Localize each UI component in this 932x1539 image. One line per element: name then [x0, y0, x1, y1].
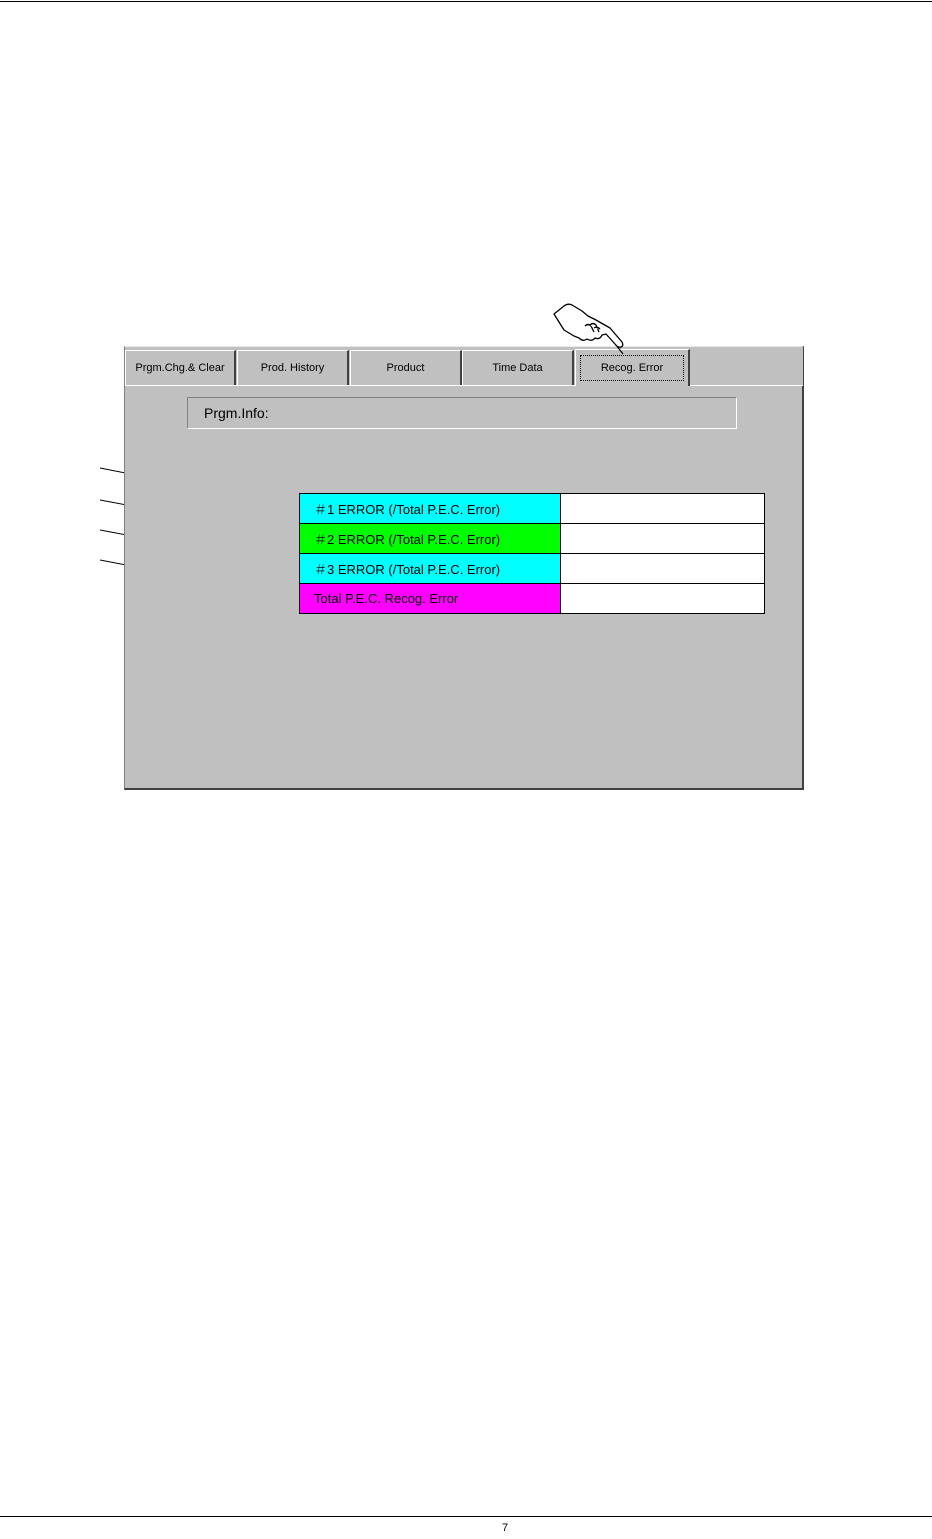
tab-label: Prod. History [260, 362, 325, 374]
footer-rule [0, 1516, 932, 1517]
tab-label: Time Data [492, 362, 543, 374]
error-row-2 [300, 524, 764, 554]
total-error-value [561, 584, 764, 613]
error-3-value [561, 554, 764, 583]
tab-label: Prgm.Chg.& Clear [135, 362, 225, 374]
recog-error-table [299, 493, 765, 614]
tab-product[interactable] [350, 350, 462, 385]
tab-label: Product [386, 362, 425, 374]
tab-label: Recog. Error [580, 355, 684, 381]
tab-bar [125, 347, 803, 386]
page-number: 7 [501, 1522, 509, 1534]
prgm-info-field [187, 397, 737, 429]
error-2-label: ＃2 ERROR (/Total P.E.C. Error) [300, 524, 561, 553]
hand-pointer-icon [552, 298, 632, 360]
prgm-info-label: Prgm.Info: [204, 405, 269, 421]
tab-prod-history[interactable] [237, 350, 349, 385]
tab-prgm-chg-clear[interactable] [125, 350, 236, 385]
error-1-value [561, 494, 764, 523]
total-error-row [300, 584, 764, 613]
error-3-label: ＃3 ERROR (/Total P.E.C. Error) [300, 554, 561, 583]
error-2-value [561, 524, 764, 553]
error-row-3 [300, 554, 764, 584]
error-row-1 [300, 494, 764, 524]
recog-error-screen [124, 346, 804, 790]
total-error-label: Total P.E.C. Recog. Error [300, 584, 561, 613]
error-1-label: ＃1 ERROR (/Total P.E.C. Error) [300, 494, 561, 523]
